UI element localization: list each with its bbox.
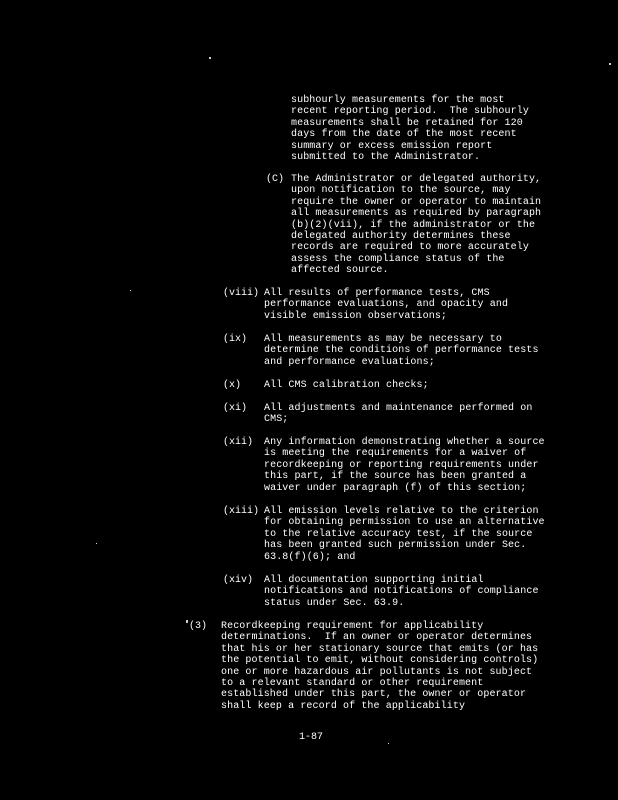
- scan-speck: [96, 543, 97, 544]
- text-line: days from the date of the most recent: [291, 129, 517, 141]
- text-line: has been granted such permission under Sec.: [264, 540, 527, 552]
- scan-speck: [130, 290, 131, 291]
- text-line: to the relative accuracy test, if the source: [264, 528, 533, 540]
- scan-speck: [186, 620, 188, 623]
- text-line: and performance evaluations;: [264, 356, 435, 368]
- text-line: (b)(2)(vii), if the administrator or the: [291, 219, 536, 231]
- text-line: All adjustments and maintenance performed on: [264, 403, 533, 414]
- text-line: visible emission observations;: [264, 310, 448, 322]
- text-line: All emission levels relative to the criterion: [264, 506, 539, 517]
- item-x-label: (x): [223, 380, 242, 391]
- text-line: the potential to emit, without considering controls): [221, 655, 539, 667]
- text-line: records are required to more accurately: [291, 242, 529, 254]
- text-line: determine the conditions of performance tests: [264, 345, 539, 357]
- text-line: All measurements as may be necessary to: [264, 334, 502, 345]
- text-line: CMS;: [264, 414, 289, 426]
- text-line: delegated authority determines these: [291, 231, 511, 242]
- text-line: performance evaluations, and opacity and: [264, 299, 509, 311]
- text-line: is meeting the requirements for a waiver of: [264, 448, 527, 460]
- text-line: established under this part, the owner or operator: [221, 689, 527, 701]
- text-line: All results of performance tests, CMS: [264, 288, 490, 299]
- section-3-label: (3): [189, 621, 208, 632]
- text-line: determinations. If an owner or operator determines: [221, 632, 533, 644]
- text-line: summary or excess emission report: [291, 140, 493, 152]
- item-viii-label: (viii): [223, 288, 260, 299]
- text-line: 63.8(f)(6); and: [264, 551, 356, 563]
- text-line: recent reporting period. The subhourly: [291, 106, 529, 118]
- text-line: affected source.: [291, 265, 389, 277]
- item-c-label: (C): [266, 174, 285, 185]
- text-line: All documentation supporting initial: [264, 575, 484, 586]
- scan-speck: [609, 63, 611, 65]
- text-line: recordkeeping or reporting requirements under: [264, 459, 539, 471]
- scan-speck: [209, 57, 211, 59]
- text-line: submitted to the Administrator.: [291, 152, 481, 163]
- text-line: waiver under paragraph (f) of this section;: [264, 482, 527, 494]
- text-line: for obtaining permission to use an alternative: [264, 517, 545, 529]
- text-line: to a relevant standard or other requirement: [221, 678, 484, 689]
- text-line: subhourly measurements for the most: [291, 95, 505, 106]
- item-xiv-label: (xiv): [223, 575, 254, 586]
- item-xii-label: (xii): [223, 437, 254, 448]
- text-line: notifications and notifications of compliance: [264, 586, 539, 598]
- text-line: all measurements as required by paragraph: [291, 208, 542, 220]
- item-xi-label: (xi): [223, 403, 248, 414]
- text-line: Any information demonstrating whether a source: [264, 437, 545, 448]
- text-line: that his or her stationary source that emits (or has: [221, 643, 539, 655]
- scan-speck: [388, 743, 389, 744]
- text-line: Recordkeeping requirement for applicability: [221, 621, 484, 632]
- text-line: one or more hazardous air pollutants is not subject: [221, 666, 533, 678]
- text-line: assess the compliance status of the: [291, 253, 505, 265]
- text-line: status under Sec. 63.9.: [264, 597, 405, 609]
- item-ix-label: (ix): [223, 334, 248, 345]
- text-line: shall keep a record of the applicability: [221, 700, 466, 712]
- text-line: upon notification to the source, may: [291, 185, 511, 197]
- text-line: All CMS calibration checks;: [264, 380, 429, 391]
- text-line: measurements shall be retained for 120: [291, 117, 523, 129]
- page-number: 1-87: [299, 732, 324, 743]
- text-line: this part, if the source has been granted a: [264, 471, 527, 483]
- item-xiii-label: (xiii): [223, 506, 260, 517]
- text-line: The Administrator or delegated authority,: [291, 174, 542, 185]
- text-line: require the owner or operator to maintain: [291, 196, 542, 208]
